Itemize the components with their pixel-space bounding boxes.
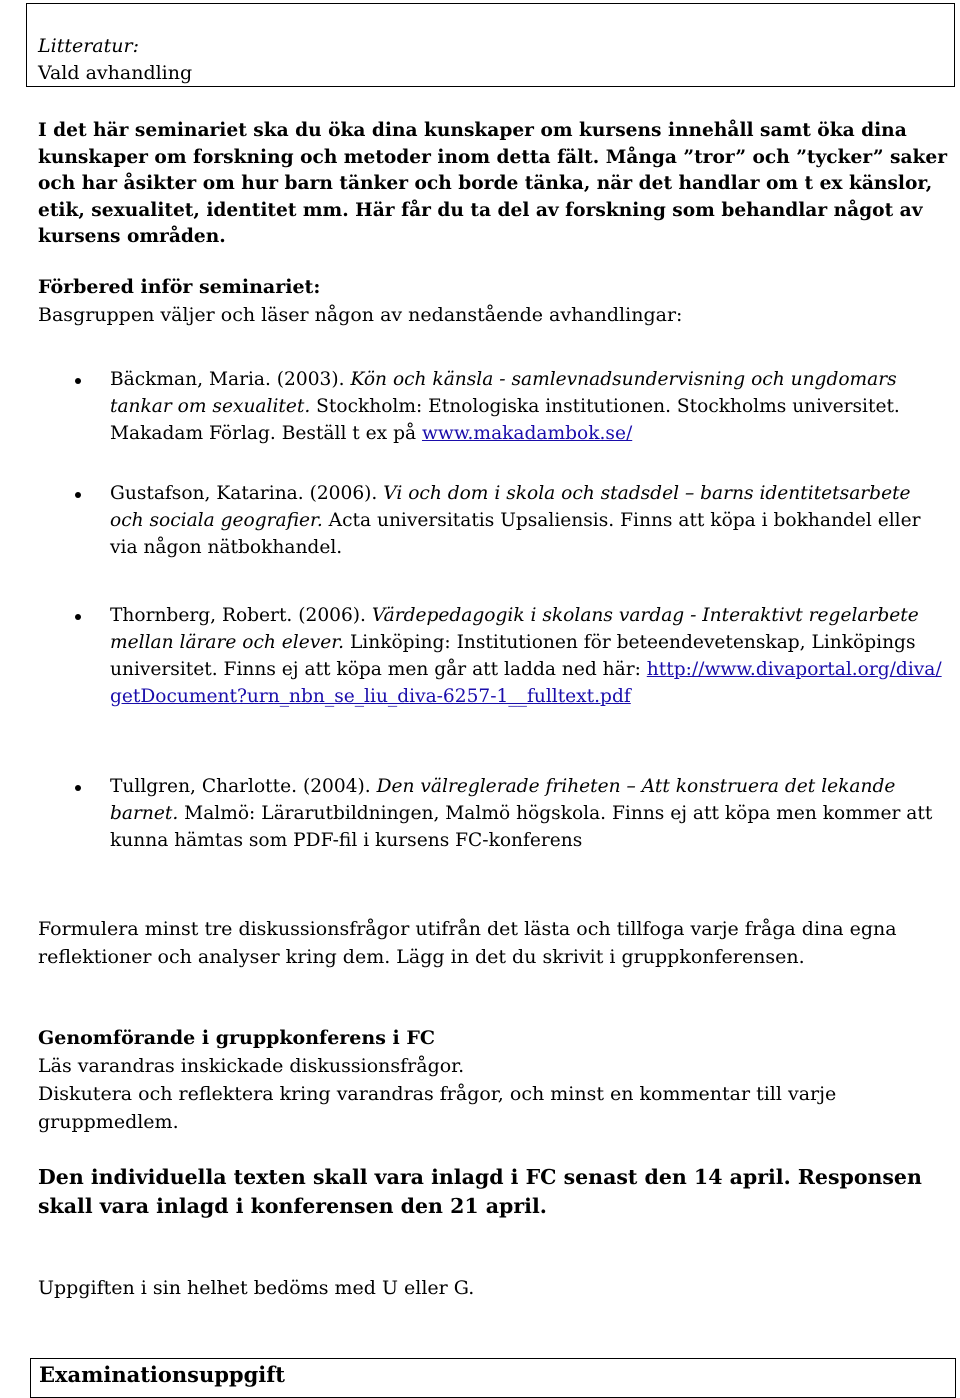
literature-label: Litteratur: (38, 35, 139, 57)
reference-author: Bäckman, Maria. (2003). (110, 369, 351, 390)
group-line-1: Läs varandras inskickade diskussionsfrågor. (38, 1055, 465, 1077)
reference-item (110, 773, 950, 854)
group-heading: Genomförande i gruppkonferens i FC (38, 1027, 435, 1049)
group-line-2: Diskutera och reflektera kring varandras frågor, och minst en kommentar till varje gruppmedlem. (38, 1083, 837, 1133)
exam-box (30, 1358, 956, 1398)
reference-item (110, 480, 950, 561)
formulate-paragraph: Formulera minst tre diskussionsfrågor utifrån det lästa och tillfoga varje fråga dina egna reflektioner och analyser kring dem. Lägg in det du skrivit i gruppkonferensen. (38, 918, 897, 968)
chosen-thesis-label: Vald avhandling (38, 62, 193, 84)
grading-paragraph: Uppgiften i sin helhet bedöms med U eller G. (38, 1277, 475, 1299)
reference-author: Thornberg, Robert. (2006). (110, 605, 372, 626)
reference-link[interactable]: www.makadambok.se/ (421, 423, 633, 444)
reference-title: Värdepedagogik i skolans vardag - Interaktivt regelarbete mellan lärare och elever. (110, 605, 919, 653)
reference-link[interactable]: http://www.divaportal.org/diva/getDocument?urn_nbn_se_liu_diva-6257-1__fulltext.pdf (110, 659, 942, 707)
reference-author: Gustafson, Katarina. (2006). (110, 483, 384, 504)
exam-title: Examinationsuppgift (39, 1362, 286, 1387)
group-section (38, 1024, 948, 1136)
bullet-icon (75, 378, 81, 384)
intro-paragraph: I det här seminariet ska du öka dina kunskaper om kursens innehåll samt öka dina kunskaper om forskning och metoder inom detta fält. Många ”tror” och ”tycker” saker och har åsikter om hur barn tänker och borde tänka, när det handlar om t ex känslor, etik, sexualitet, identitet mm. Här får du ta del av forskning som behandlar något av kursens områden. (38, 120, 948, 247)
reference-details: Linköping: Institutionen för beteendevetenskap, Linköpings universitet. Finns ej att köpa men går att ladda ned här: (110, 632, 916, 680)
bullet-icon (75, 785, 81, 791)
reference-details: Acta universitatis Upsaliensis. Finns att köpa i bokhandel eller via någon nätbokhandel. (110, 510, 921, 558)
literature-box (26, 3, 955, 87)
bullet-icon (75, 614, 81, 620)
prepare-heading: Förbered inför seminariet: (38, 276, 321, 298)
reference-details: Malmö: Lärarutbildningen, Malmö högskola. Finns ej att köpa men kommer att kunna hämtas som PDF-fil i kursens FC-konferens (110, 803, 933, 851)
reference-item (110, 366, 950, 447)
reference-title: Vi och dom i skola och stadsdel – barns identitetsarbete och sociala geografier. (110, 483, 911, 531)
deadline-paragraph: Den individuella texten skall vara inlagd i FC senast den 14 april. Responsen skall vara inlagd i konferensen den 21 april. (38, 1165, 922, 1218)
reference-item (110, 602, 950, 710)
reference-title: Den välreglerade friheten – Att konstruera det lekande barnet. (110, 776, 896, 824)
reference-author: Tullgren, Charlotte. (2004). (110, 776, 377, 797)
bullet-icon (75, 492, 81, 498)
prepare-subtitle: Basgruppen väljer och läser någon av nedanstående avhandlingar: (38, 304, 683, 326)
reference-details: Stockholm: Etnologiska institutionen. Stockholms universitet. Makadam Förlag. Beställ t ex på (110, 396, 900, 444)
reference-title: Kön och känsla - samlevnadsundervisning och ungdomars tankar om sexualitet. (110, 369, 897, 417)
